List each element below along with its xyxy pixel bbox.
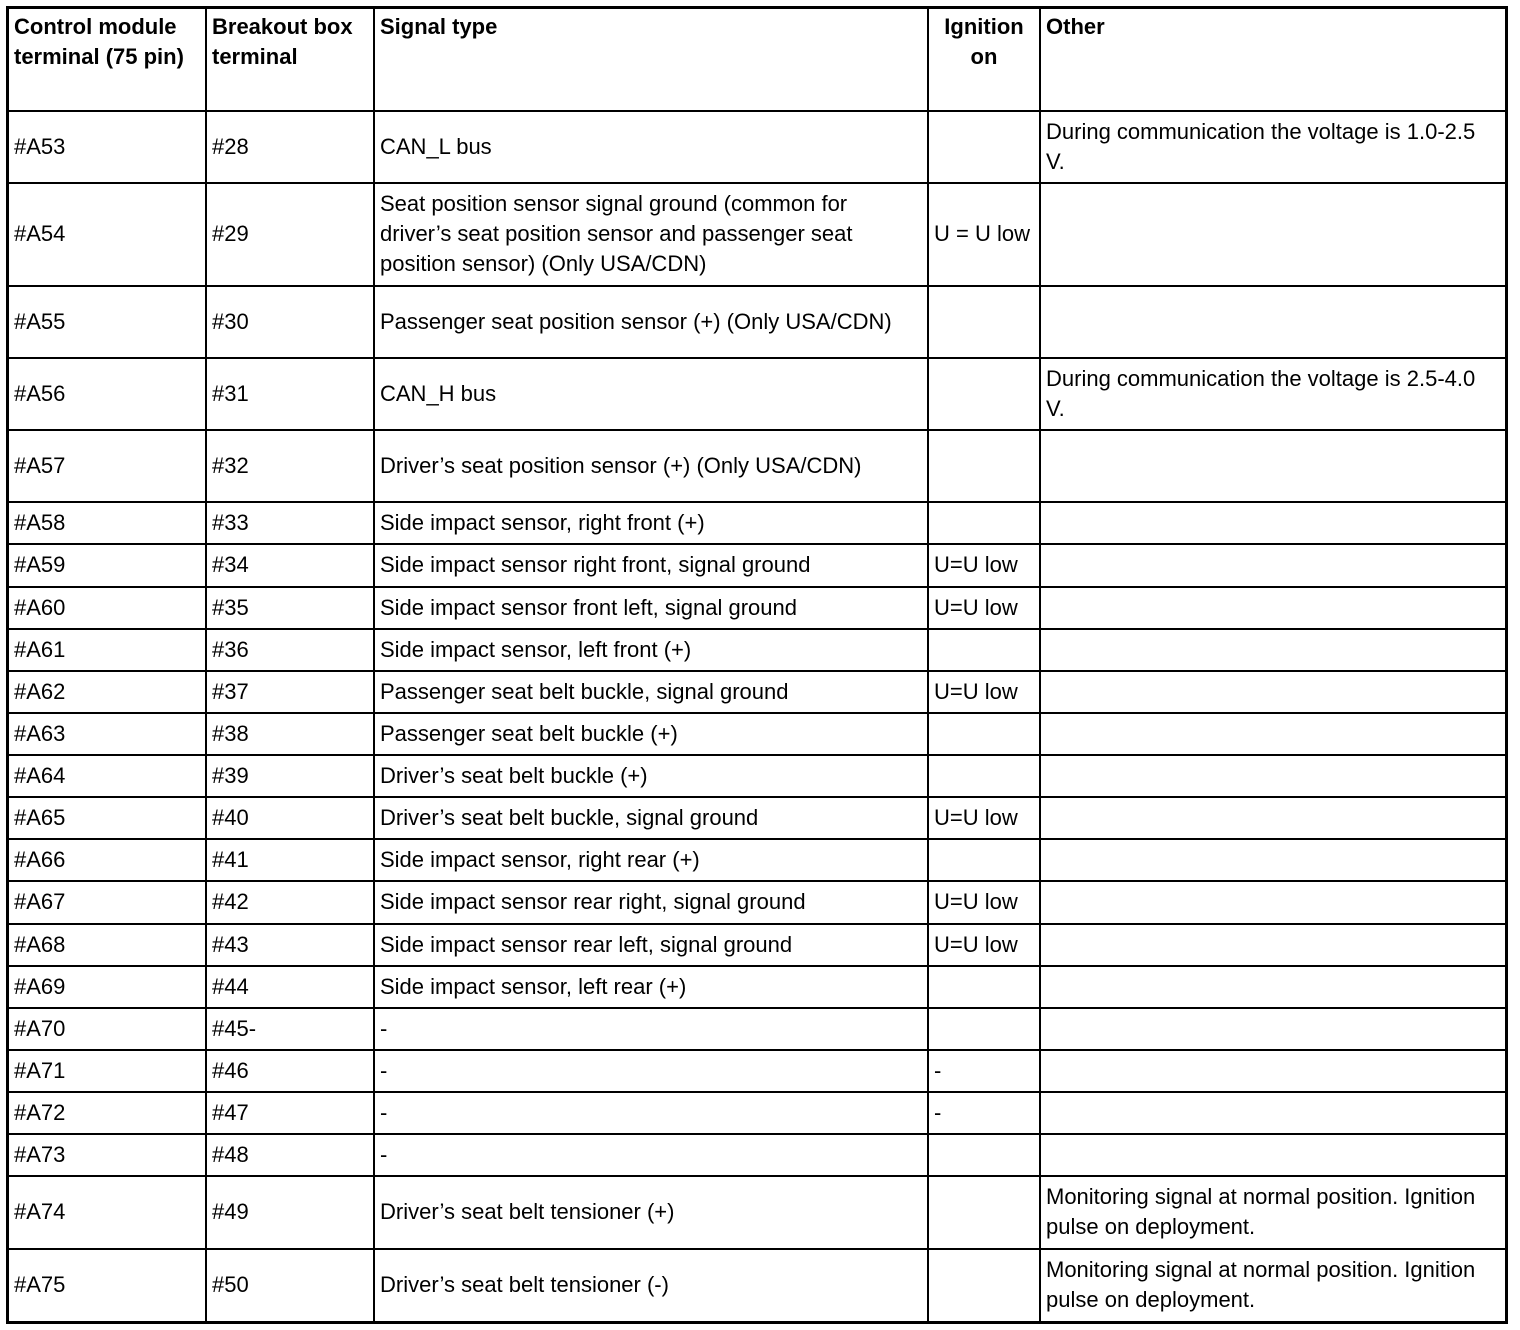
header-breakout-box-terminal: Breakout box terminal	[206, 9, 374, 111]
control-module-terminal-cell: #A59	[9, 544, 206, 586]
control-module-terminal-cell: #A63	[9, 713, 206, 755]
other-cell: During communication the voltage is 1.0-2.5 V.	[1040, 111, 1505, 183]
other-cell	[1040, 286, 1505, 358]
other-cell	[1040, 1008, 1505, 1050]
breakout-box-terminal-cell: #50	[206, 1249, 374, 1322]
breakout-box-terminal-cell: #29	[206, 183, 374, 285]
header-ignition-on: Ignition on	[928, 9, 1040, 111]
other-cell	[1040, 544, 1505, 586]
signal-type-cell: Driver’s seat belt tensioner (+)	[374, 1176, 928, 1248]
signal-type-cell: -	[374, 1008, 928, 1050]
signal-type-cell: Side impact sensor rear right, signal ground	[374, 881, 928, 923]
signal-type-cell: Driver’s seat position sensor (+) (Only USA/CDN)	[374, 430, 928, 502]
table-row	[9, 1176, 1505, 1248]
control-module-terminal-cell: #A65	[9, 797, 206, 839]
signal-type-cell: Passenger seat belt buckle (+)	[374, 713, 928, 755]
table-row	[9, 1092, 1505, 1134]
control-module-terminal-cell: #A62	[9, 671, 206, 713]
header-control-module-terminal: Control module terminal (75 pin)	[9, 9, 206, 111]
other-cell: During communication the voltage is 2.5-4.0 V.	[1040, 358, 1505, 430]
control-module-terminal-cell: #A68	[9, 924, 206, 966]
table-row	[9, 713, 1505, 755]
table-row	[9, 1134, 1505, 1176]
other-cell	[1040, 713, 1505, 755]
control-module-terminal-cell: #A56	[9, 358, 206, 430]
table-row	[9, 1050, 1505, 1092]
control-module-terminal-cell: #A72	[9, 1092, 206, 1134]
other-cell	[1040, 881, 1505, 923]
ignition-on-cell: U=U low	[928, 797, 1040, 839]
breakout-box-terminal-cell: #45-	[206, 1008, 374, 1050]
table-row	[9, 797, 1505, 839]
breakout-box-terminal-cell: #49	[206, 1176, 374, 1248]
ignition-on-cell: U = U low	[928, 183, 1040, 285]
ignition-on-cell	[928, 629, 1040, 671]
control-module-terminal-cell: #A71	[9, 1050, 206, 1092]
other-cell	[1040, 966, 1505, 1008]
breakout-box-terminal-cell: #32	[206, 430, 374, 502]
breakout-box-terminal-cell: #37	[206, 671, 374, 713]
signal-type-cell: Passenger seat position sensor (+) (Only USA/CDN)	[374, 286, 928, 358]
control-module-terminal-cell: #A66	[9, 839, 206, 881]
breakout-box-terminal-cell: #34	[206, 544, 374, 586]
ignition-on-cell	[928, 755, 1040, 797]
signal-type-cell: Passenger seat belt buckle, signal ground	[374, 671, 928, 713]
breakout-box-terminal-cell: #46	[206, 1050, 374, 1092]
control-module-terminal-cell: #A61	[9, 629, 206, 671]
terminal-signal-table	[9, 9, 1505, 1321]
breakout-box-terminal-cell: #41	[206, 839, 374, 881]
control-module-terminal-cell: #A58	[9, 502, 206, 544]
breakout-box-terminal-cell: #33	[206, 502, 374, 544]
signal-type-cell: Side impact sensor, right front (+)	[374, 502, 928, 544]
signal-type-cell: Side impact sensor front left, signal ground	[374, 587, 928, 629]
breakout-box-terminal-cell: #28	[206, 111, 374, 183]
other-cell	[1040, 797, 1505, 839]
table-row	[9, 358, 1505, 430]
ignition-on-cell: -	[928, 1050, 1040, 1092]
table-row	[9, 587, 1505, 629]
ignition-on-cell: U=U low	[928, 587, 1040, 629]
other-cell	[1040, 671, 1505, 713]
ignition-on-cell: U=U low	[928, 544, 1040, 586]
control-module-terminal-cell: #A70	[9, 1008, 206, 1050]
breakout-box-terminal-cell: #36	[206, 629, 374, 671]
ignition-on-cell: U=U low	[928, 924, 1040, 966]
signal-type-cell: -	[374, 1050, 928, 1092]
other-cell	[1040, 924, 1505, 966]
control-module-terminal-cell: #A57	[9, 430, 206, 502]
table-row	[9, 881, 1505, 923]
ignition-on-cell	[928, 1134, 1040, 1176]
control-module-terminal-cell: #A69	[9, 966, 206, 1008]
signal-type-cell: Driver’s seat belt buckle, signal ground	[374, 797, 928, 839]
breakout-box-terminal-cell: #40	[206, 797, 374, 839]
other-cell	[1040, 839, 1505, 881]
table-row	[9, 755, 1505, 797]
table-row	[9, 1008, 1505, 1050]
control-module-terminal-cell: #A75	[9, 1249, 206, 1322]
other-cell: Monitoring signal at normal position. Ignition pulse on deployment.	[1040, 1176, 1505, 1248]
signal-type-cell: Side impact sensor right front, signal ground	[374, 544, 928, 586]
signal-type-cell: -	[374, 1134, 928, 1176]
ignition-on-cell	[928, 839, 1040, 881]
signal-type-cell: Side impact sensor, right rear (+)	[374, 839, 928, 881]
ignition-on-cell	[928, 502, 1040, 544]
ignition-on-cell	[928, 1008, 1040, 1050]
other-cell	[1040, 1092, 1505, 1134]
ignition-on-cell	[928, 111, 1040, 183]
breakout-box-terminal-cell: #31	[206, 358, 374, 430]
table-row	[9, 924, 1505, 966]
signal-type-cell: Side impact sensor, left front (+)	[374, 629, 928, 671]
ignition-on-cell: U=U low	[928, 881, 1040, 923]
ignition-on-cell	[928, 358, 1040, 430]
breakout-box-terminal-cell: #43	[206, 924, 374, 966]
ignition-on-cell: -	[928, 1092, 1040, 1134]
control-module-terminal-cell: #A54	[9, 183, 206, 285]
ignition-on-cell	[928, 430, 1040, 502]
table-row	[9, 966, 1505, 1008]
breakout-box-terminal-cell: #42	[206, 881, 374, 923]
other-cell	[1040, 1134, 1505, 1176]
signal-type-cell: Side impact sensor, left rear (+)	[374, 966, 928, 1008]
table-row	[9, 544, 1505, 586]
other-cell	[1040, 183, 1505, 285]
other-cell	[1040, 502, 1505, 544]
signal-type-cell: -	[374, 1092, 928, 1134]
breakout-box-terminal-cell: #38	[206, 713, 374, 755]
control-module-terminal-cell: #A55	[9, 286, 206, 358]
other-cell: Monitoring signal at normal position. Ignition pulse on deployment.	[1040, 1249, 1505, 1322]
table-row	[9, 286, 1505, 358]
breakout-box-terminal-cell: #47	[206, 1092, 374, 1134]
breakout-box-terminal-cell: #30	[206, 286, 374, 358]
signal-type-cell: CAN_H bus	[374, 358, 928, 430]
ignition-on-cell: U=U low	[928, 671, 1040, 713]
breakout-box-terminal-cell: #35	[206, 587, 374, 629]
signal-type-cell: Side impact sensor rear left, signal ground	[374, 924, 928, 966]
table-row	[9, 839, 1505, 881]
table-row	[9, 183, 1505, 285]
other-cell	[1040, 755, 1505, 797]
breakout-box-terminal-cell: #48	[206, 1134, 374, 1176]
header-row	[9, 9, 1505, 111]
ignition-on-cell	[928, 1249, 1040, 1322]
other-cell	[1040, 430, 1505, 502]
signal-type-cell: Driver’s seat belt tensioner (-)	[374, 1249, 928, 1322]
ignition-on-cell	[928, 713, 1040, 755]
signal-type-cell: CAN_L bus	[374, 111, 928, 183]
control-module-terminal-cell: #A53	[9, 111, 206, 183]
other-cell	[1040, 629, 1505, 671]
header-signal-type: Signal type	[374, 9, 928, 111]
table-row	[9, 629, 1505, 671]
breakout-box-terminal-cell: #39	[206, 755, 374, 797]
table-row	[9, 671, 1505, 713]
control-module-terminal-cell: #A73	[9, 1134, 206, 1176]
table-row	[9, 502, 1505, 544]
control-module-terminal-cell: #A67	[9, 881, 206, 923]
table-row	[9, 1249, 1505, 1322]
other-cell	[1040, 587, 1505, 629]
table-row	[9, 430, 1505, 502]
control-module-terminal-cell: #A60	[9, 587, 206, 629]
table-row	[9, 111, 1505, 183]
control-module-terminal-cell: #A74	[9, 1176, 206, 1248]
ignition-on-cell	[928, 286, 1040, 358]
ignition-on-cell	[928, 966, 1040, 1008]
signal-type-cell: Driver’s seat belt buckle (+)	[374, 755, 928, 797]
terminal-table-frame	[6, 6, 1508, 1324]
control-module-terminal-cell: #A64	[9, 755, 206, 797]
other-cell	[1040, 1050, 1505, 1092]
ignition-on-cell	[928, 1176, 1040, 1248]
signal-type-cell: Seat position sensor signal ground (common for driver’s seat position sensor and passenger seat position sensor) (Only USA/CDN)	[374, 183, 928, 285]
breakout-box-terminal-cell: #44	[206, 966, 374, 1008]
header-other: Other	[1040, 9, 1505, 111]
